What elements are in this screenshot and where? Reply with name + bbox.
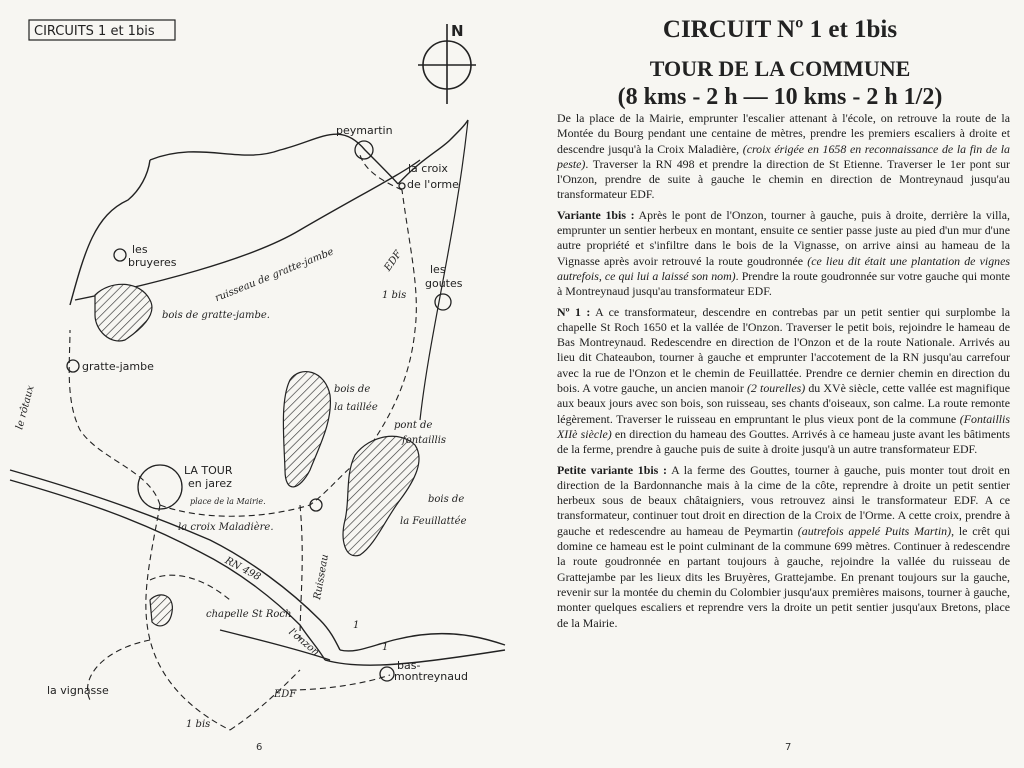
forest-la-feuillattee	[343, 436, 419, 555]
label-la-tour: LA TOUR	[184, 464, 233, 477]
map-header	[29, 20, 175, 40]
label-la-taillee: la taillée	[334, 402, 378, 413]
circuit-title: CIRCUIT Nº 1 et 1bis	[662, 16, 898, 43]
label-bois-gratte-jambe: bois de gratte-jambe.	[162, 310, 270, 321]
village-bruyeres-marker	[114, 249, 126, 261]
forest-la-taillee	[283, 372, 330, 487]
label-ruisseau: Ruisseau	[312, 553, 331, 601]
label-peymartin: peymartin	[336, 124, 393, 137]
label-les-bruyeres-2: bruyeres	[128, 256, 177, 269]
label-les-gouttes-2: goutes	[425, 277, 463, 290]
paragraph-intro: De la place de la Mairie, emprunter l'escalier attenant à l'école, on retrouve la route de la Montée du Bourg pendant une centaine de mètres, prendre les premiers escaliers à droite et descendre jusqu'à la Croix Maladière, (croix érigée en 1658 en reconnaissance de la fin de la peste). Traverser la RN 498 et prendre la direction de St Etienne. Traverser le 1er pont sur l'Onzon, prendre de suite à gauche le chemin en direction de Montreynaud jusqu'au transformateur EDF.	[557, 111, 1010, 202]
route-description	[557, 111, 1010, 636]
circuit-subtitle: TOUR DE LA COMMUNE	[649, 56, 911, 81]
label-bois-de-2: bois de	[428, 494, 465, 505]
label-1-bis-2: 1 bis	[186, 719, 211, 730]
label-le-rotaux: le rôtaux	[14, 384, 37, 431]
paragraph-petite-variante: Petite variante 1bis : A la ferme des Gouttes, tourner à gauche, puis monter tout droit en direction de la Bardonnanche mais à la cime de la côte, reprendre à droite un petit sentier herbeux sous de beaux châtaigniers, vous retrouvez ainsi le transformateur EDF. A ce transformateur, continuer tout droit en direction de la Croix de l'Orme. A cette croix, prendre à gauche et redescendre au hameau de Peymartin (autrefois appelé Puits Martin), le crêt qui domine ce hameau est le point culminant de la commune 699 mètres. Continuer à redescendre la route goudronnée en partant toujours à gauche, rejoindre la vallée du ruisseau de Grattejambe par les lieux dits les Bruyères, Grattejambe. En prenant toujours sur la gauche, revenir sur la montée du chemin du Colombier jusqu'aux premières maisons, tourner à gauche, monter quelques escaliers et reprendre vers la droite un petit sentier jusqu'aux Bretons, place de la Mairie.	[557, 462, 1010, 630]
village-peymartin-marker	[355, 141, 373, 159]
map-villages	[67, 141, 451, 681]
map-header-label: CIRCUITS 1 et 1bis	[34, 24, 155, 39]
compass-north-label: N	[451, 22, 464, 40]
label-gratte-jambe: gratte-jambe	[82, 360, 154, 373]
label-bois-de-1: bois de	[334, 384, 371, 395]
forest-gratte-jambe	[95, 284, 152, 341]
label-de-l-orme: de l'orme	[407, 178, 459, 191]
label-la-croix: la croix	[408, 162, 448, 175]
map-trails	[69, 155, 416, 730]
label-montreynaud: montreynaud	[394, 670, 468, 683]
paragraph-variante-1bis: Variante 1bis : Après le pont de l'Onzon, tourner à gauche, puis à droite, derrière la villa, emprunter un sentier herbeux en montant, ensuite ce sentier passe juste au pied d'un mur d'une autre propriété et s'infiltre dans le bois de la Vignasse, on arrive ainsi au hameau de la Vignasse après avoir retrouvé la route goudronnée (ce lieu dit était une plantation de vignes autrefois, ce qui lui a laissé son nom). Prendre la route goudronnée sur votre gauche qui monte à Montreynaud jusqu'au transformateur EDF.	[557, 207, 1010, 299]
village-grattejambe-marker	[67, 360, 79, 372]
label-place-mairie: place de la Mairie.	[190, 497, 266, 506]
label-en-jarez: en jarez	[188, 477, 232, 490]
village-gouttes-marker	[435, 294, 451, 310]
label-croix-maladiere: la croix Maladière.	[178, 522, 274, 533]
label-1-a: 1	[353, 620, 360, 631]
forest-vignasse	[150, 595, 172, 626]
village-la-tour-marker	[138, 465, 182, 509]
label-la-feuillattee: la Feuillattée	[400, 516, 467, 527]
paragraph-circuit-1: Nº 1 : A ce transformateur, descendre en contrebas par un petit sentier qui surplombe la chapelle St Roch 1650 et la vallée de l'Onzon. Traverser le petit bois, rejoindre le hameau de Bas Montreynaud. Redescendre en direction de l'Onzon et de la route Nationale. Arrivés au lieu dit Chateaubon, tourner à gauche et emprunter l'accotement de la RN jusqu'au carrefour avec la rue de l'Onzon et le chemin de Feuillattée. Prendre ce dernier chemin en direction du bois. A votre gauche, un ancien manoir (2 tourelles) du XVè siècle, cette vallée est magnifique aux beaux jours avec son bois, son ruisseau, ses chants d'oiseaux, son calme. La route remonte légèrement. Traverser le ruisseau en empruntant le plus vieux pont de la commune (Fontaillis XIIè siècle) en direction du hameau des Gouttes. Arrivés à ce hameau juste avant les bâtiments de la ferme, prendre à gauche puis de suite à droite jusqu'à un autre transformateur EDF.	[557, 304, 1010, 457]
label-ruisseau-gratte-jambe: ruisseau de gratte-jambe	[213, 246, 336, 305]
label-les-bruyeres-1: les	[132, 243, 148, 256]
label-1-bis-1: 1 bis	[382, 290, 407, 301]
label-pont-de: pont de	[394, 420, 433, 431]
label-les-gouttes-1: les	[430, 263, 446, 276]
north-compass-icon	[418, 22, 476, 104]
label-fontaillis: fontaillis	[402, 435, 447, 446]
label-edf-1: EDF	[382, 248, 405, 274]
circuit-distance: (8 kms - 2 h — 10 kms - 2 h 1/2)	[617, 84, 943, 110]
label-edf-2: EDF	[274, 689, 297, 700]
label-1-b: 1	[382, 642, 389, 653]
page-number-right: 7	[785, 742, 792, 753]
village-bas-montreynaud-marker	[380, 667, 394, 681]
label-bas: bas-	[397, 659, 421, 672]
label-l-onzon: l'onzon	[286, 626, 322, 659]
page-number-left: 6	[256, 742, 263, 753]
edf-transformer-marker	[310, 499, 322, 511]
label-rn-498: RN 498	[223, 555, 263, 584]
map-roads	[10, 120, 505, 665]
village-croix-orme-marker	[399, 183, 405, 189]
label-la-vignasse: la vignasse	[47, 684, 109, 697]
label-chapelle-st-roch: chapelle St Roch	[206, 609, 292, 620]
